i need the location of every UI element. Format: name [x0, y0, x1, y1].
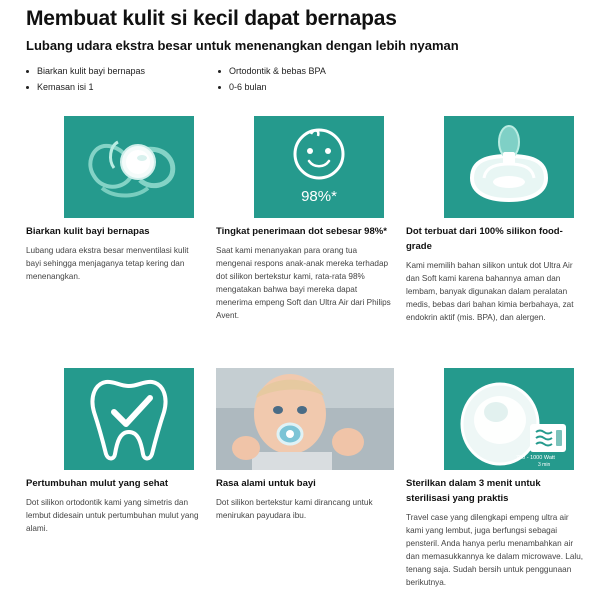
acceptance-badge: 98%* — [301, 188, 337, 205]
card-title: Tingkat penerimaan dot sebesar 98%* — [216, 226, 387, 237]
card-title: Pertumbuhan mulut yang sehat — [26, 478, 168, 489]
feature-card-sterilize — [406, 368, 584, 589]
time-label: 3 min — [538, 462, 551, 468]
page-subtitle: Lubang udara ekstra besar untuk menenangkan dengan lebih nyaman — [26, 38, 459, 53]
card-description: Travel case yang dilengkapi empeng ultra air kami yang lembut, juga berfungsi sebagai pensteril. Anda hanya perlu menambahkan air dan memasukkannya ke dalam microwave. Lalu, tenang saja. Sudah bersih untuk penggunaan berikutnya. — [406, 513, 584, 587]
bullet-dot-icon — [26, 70, 29, 73]
feature-card-natural-feel — [216, 368, 394, 522]
feature-card-oral-growth — [26, 368, 204, 535]
card-title: Biarkan kulit bayi bernapas — [26, 226, 150, 237]
bullet-dot-icon — [26, 86, 29, 89]
feature-card-silicone — [406, 116, 584, 324]
card-description: Saat kami menanyakan para orang tua mengenai respons anak-anak mereka terhadap dot silikon bertekstur kami, rata-rata 98% mengatakan bahwa bayi mereka dapat menerima empeng Soft dan Ultra Air dari Philips Avent. — [216, 246, 391, 320]
bullet-item: 0-6 bulan — [218, 82, 418, 92]
card-description: Lubang udara ekstra besar menventilasi kulit bayi sehingga menjaganya tetap kering dan menenangkan. — [26, 246, 189, 281]
baby-photo — [216, 368, 394, 470]
bullet-dot-icon — [218, 86, 221, 89]
tooth-check-icon — [64, 368, 194, 470]
pacifier-icon — [64, 116, 194, 218]
watt-label: 750 - 1000 Watt — [516, 455, 555, 461]
card-description: Dot silikon ortodontik kami yang simetris dan lembut didesain untuk pertumbuhan mulut yang alami. — [26, 498, 199, 533]
card-description: Kami memilih bahan silikon untuk dot Ultra Air dan Soft kami karena bahannya aman dan lembam, banyak digunakan dalam peralatan medis, bebas dari bahan kimia berbahaya, zat endokrin aktif (mis. BPA), dan alergen. — [406, 261, 574, 322]
feature-bullet-list — [26, 66, 426, 92]
card-title: Sterilkan dalam 3 menit untuk sterilisasi yang praktis — [406, 478, 541, 504]
page-title: Membuat kulit si kecil dapat bernapas — [26, 7, 397, 30]
pacifier-front-icon — [444, 116, 574, 218]
microwave-sterilizer-icon — [444, 368, 574, 470]
smiley-face-icon — [254, 116, 384, 218]
feature-card-breathe — [26, 116, 204, 283]
card-title: Rasa alami untuk bayi — [216, 478, 316, 489]
bullet-item: Biarkan kulit bayi bernapas — [26, 66, 218, 76]
bullet-dot-icon — [218, 70, 221, 73]
card-title: Dot terbuat dari 100% silikon food-grade — [406, 226, 563, 252]
bullet-item: Kemasan isi 1 — [26, 82, 218, 92]
feature-card-acceptance — [216, 116, 394, 322]
bullet-item: Ortodontik & bebas BPA — [218, 66, 418, 76]
card-description: Dot silikon bertekstur kami dirancang untuk menirukan payudara ibu. — [216, 498, 373, 520]
